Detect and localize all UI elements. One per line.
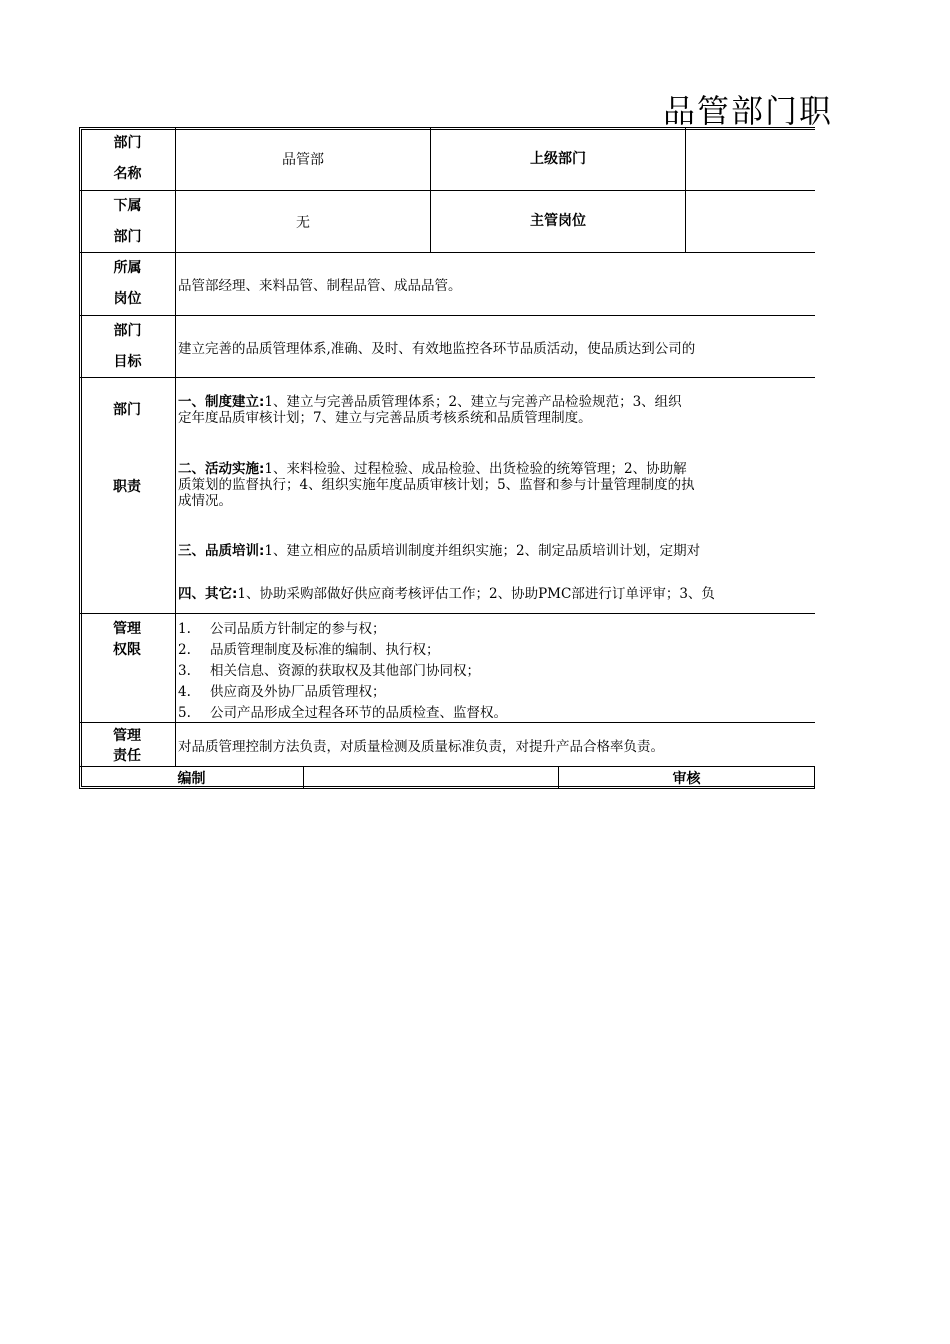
label-line: 权限 <box>113 642 141 658</box>
duty-text: 成情况。 <box>178 493 232 509</box>
duty-heading: 三、品质培训: <box>178 543 265 559</box>
item-text: 品质管理制度及标准的编制、执行权； <box>210 642 440 658</box>
duty-heading: 四、其它: <box>178 586 238 602</box>
duties-value[interactable] <box>175 377 815 614</box>
sub-dept-label <box>79 190 176 253</box>
label-line: 部门 <box>113 135 142 151</box>
duty-text: 定年度品质审核计划；7、建立与完善品质考核系统和品质管理制度。 <box>178 410 592 426</box>
label-line: 下属 <box>113 197 142 214</box>
item-text: 供应商及外协厂品质管理权； <box>210 684 386 700</box>
positions-value[interactable]: 品管部经理、来料品管、制程品管、成品品管。 <box>175 252 815 316</box>
duty-text: 1、建立相应的品质培训制度并组织实施；2、制定品质培训计划，定期对 <box>264 543 701 559</box>
authority-item <box>178 659 480 679</box>
item-text: 相关信息、资源的获取权及其他部门协同权； <box>210 663 480 679</box>
prepared-by-value[interactable] <box>303 766 559 789</box>
responsibility-value[interactable]: 对品质管理控制方法负责，对质量检测及质量标准负责，对提升产品合格率负责。 <box>175 722 815 767</box>
responsibility-label <box>79 722 176 767</box>
label-line: 管理 <box>113 621 141 637</box>
duty-heading: 一、制度建立: <box>178 394 265 410</box>
label-line: 职责 <box>113 479 141 495</box>
page-title: 品管部门职 <box>663 92 834 130</box>
authority-item <box>178 617 386 637</box>
duty-text: 质策划的监督执行；4、组织实施年度品质审核计划；5、监督和参与计量管理制度的执 <box>178 477 695 493</box>
label-line: 管理 <box>113 728 141 744</box>
dept-name-value[interactable]: 品管部 <box>175 127 431 191</box>
label-line: 部门 <box>113 322 142 339</box>
supervisor-post-label: 主管岗位 <box>430 190 686 253</box>
item-text: 公司品质方针制定的参与权； <box>210 621 386 637</box>
reviewed-by-label: 审核 <box>558 766 815 789</box>
duty-text: 1、来料检验、过程检验、成品检验、出货检验的统筹管理；2、协助解 <box>264 461 687 477</box>
dept-name-label <box>79 127 176 191</box>
prepared-by-label: 编制 <box>79 766 304 789</box>
authority-value[interactable] <box>175 613 815 723</box>
positions-label <box>79 252 176 316</box>
item-number: 5. <box>178 705 191 721</box>
duties-label <box>79 377 176 614</box>
duty-text: 1、协助采购部做好供应商考核评估工作；2、协助PMC部进行订单评审；3、负 <box>237 586 715 602</box>
authority-item <box>178 680 386 700</box>
label-line: 目标 <box>113 353 142 370</box>
duty-item-activity <box>178 461 695 509</box>
job-description-table <box>79 127 815 789</box>
label-line: 部门 <box>113 402 141 418</box>
parent-dept-label: 上级部门 <box>430 127 686 191</box>
item-number: 2. <box>178 642 191 658</box>
label-line: 部门 <box>113 228 142 245</box>
item-number: 4. <box>178 684 191 700</box>
authority-item <box>178 638 440 658</box>
parent-dept-value[interactable] <box>685 127 815 191</box>
goal-label <box>79 315 176 378</box>
label-line: 所属 <box>113 260 142 276</box>
label-line: 责任 <box>113 748 141 764</box>
label-line: 岗位 <box>113 291 142 307</box>
authority-item <box>178 701 507 721</box>
duty-item-training <box>178 543 700 559</box>
goal-value[interactable]: 建立完善的品质管理体系,准确、及时、有效地监控各环节品质活动，使品质达到公司的 <box>175 315 815 378</box>
item-number: 1. <box>178 621 191 637</box>
item-text: 公司产品形成全过程各环节的品质检查、监督权。 <box>210 705 507 721</box>
label-line: 名称 <box>113 166 142 182</box>
item-number: 3. <box>178 663 191 679</box>
authority-label <box>79 613 176 723</box>
duty-item-system <box>178 394 682 426</box>
duty-item-other <box>178 586 715 602</box>
supervisor-post-value[interactable] <box>685 190 815 253</box>
sub-dept-value[interactable]: 无 <box>175 190 431 253</box>
duty-heading: 二、活动实施: <box>178 461 265 477</box>
duty-text: 1、建立与完善品质管理体系；2、建立与完善产品检验规范；3、组织 <box>264 394 682 410</box>
